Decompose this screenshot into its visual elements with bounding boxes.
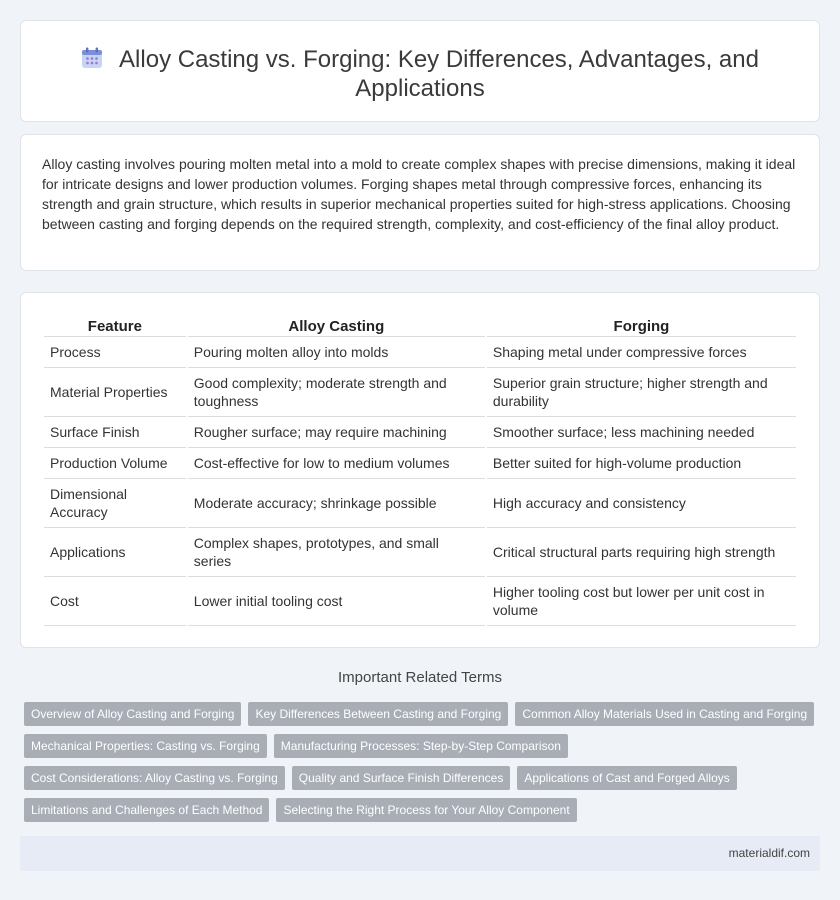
row-forging: Better suited for high-volume production — [487, 448, 796, 479]
intro-card — [20, 134, 820, 271]
row-casting: Rougher surface; may require machining — [188, 417, 485, 448]
row-forging: Higher tooling cost but lower per unit cost in volume — [487, 577, 796, 626]
related-term-tag[interactable]: Key Differences Between Casting and Forging — [248, 702, 508, 726]
row-feature: Applications — [44, 528, 186, 577]
row-feature: Surface Finish — [44, 417, 186, 448]
row-casting: Complex shapes, prototypes, and small series — [188, 528, 485, 577]
related-term-tag[interactable]: Selecting the Right Process for Your Alloy Component — [276, 798, 576, 822]
comparison-table-card — [20, 292, 820, 648]
tag-row — [24, 766, 824, 790]
related-terms-title: Important Related Terms — [338, 669, 502, 686]
calendar-icon — [81, 47, 103, 69]
row-forging: Critical structural parts requiring high strength — [487, 528, 796, 577]
comparison-table — [42, 315, 798, 626]
row-casting: Cost-effective for low to medium volumes — [188, 448, 485, 479]
tag-row — [24, 734, 824, 758]
table-row — [44, 479, 796, 528]
row-feature: Material Properties — [44, 368, 186, 417]
header-alloy-casting: Alloy Casting — [188, 315, 485, 337]
row-forging: High accuracy and consistency — [487, 479, 796, 528]
page-title-text: Alloy Casting vs. Forging: Key Differences, Advantages, and Applications — [119, 46, 759, 102]
row-casting: Pouring molten alloy into molds — [188, 337, 485, 368]
row-feature: Production Volume — [44, 448, 186, 479]
row-feature: Process — [44, 337, 186, 368]
footer-site[interactable]: materialdif.com — [728, 846, 810, 860]
row-forging: Superior grain structure; higher strength and durability — [487, 368, 796, 417]
tag-row — [24, 798, 824, 822]
intro-paragraph: Alloy casting involves pouring molten metal into a mold to create complex shapes with precise dimensions, making it ideal for intricate designs and lower production volumes. Forging shapes metal through compressive forces, enhancing its strength and grain structure, which results in superior mechanical properties suited for high-stress applications. Choosing between casting and forging depends on the required strength, complexity, and cost-efficiency of the final alloy product. — [42, 156, 796, 232]
table-row — [44, 448, 796, 479]
table-row — [44, 577, 796, 626]
header-feature: Feature — [44, 315, 186, 337]
table-row — [44, 337, 796, 368]
related-term-tag[interactable]: Quality and Surface Finish Differences — [292, 766, 511, 790]
row-casting: Lower initial tooling cost — [188, 577, 485, 626]
header-card — [20, 20, 820, 122]
related-term-tag[interactable]: Cost Considerations: Alloy Casting vs. Forging — [24, 766, 285, 790]
table-row — [44, 528, 796, 577]
related-term-tag[interactable]: Common Alloy Materials Used in Casting and Forging — [515, 702, 814, 726]
tag-row — [24, 702, 824, 726]
row-casting: Good complexity; moderate strength and toughness — [188, 368, 485, 417]
row-casting: Moderate accuracy; shrinkage possible — [188, 479, 485, 528]
related-term-tag[interactable]: Applications of Cast and Forged Alloys — [517, 766, 736, 790]
footer — [20, 836, 820, 871]
table-row — [44, 417, 796, 448]
related-term-tag[interactable]: Manufacturing Processes: Step-by-Step Comparison — [274, 734, 568, 758]
page-title — [81, 45, 759, 103]
related-terms-tags — [24, 702, 824, 830]
title-wrap — [81, 45, 759, 103]
related-term-tag[interactable]: Mechanical Properties: Casting vs. Forging — [24, 734, 267, 758]
table-row — [44, 368, 796, 417]
row-forging: Smoother surface; less machining needed — [487, 417, 796, 448]
table-header-row — [44, 315, 796, 337]
row-feature: Dimensional Accuracy — [44, 479, 186, 528]
header-forging: Forging — [487, 315, 796, 337]
row-forging: Shaping metal under compressive forces — [487, 337, 796, 368]
related-term-tag[interactable]: Limitations and Challenges of Each Method — [24, 798, 269, 822]
row-feature: Cost — [44, 577, 186, 626]
related-term-tag[interactable]: Overview of Alloy Casting and Forging — [24, 702, 241, 726]
